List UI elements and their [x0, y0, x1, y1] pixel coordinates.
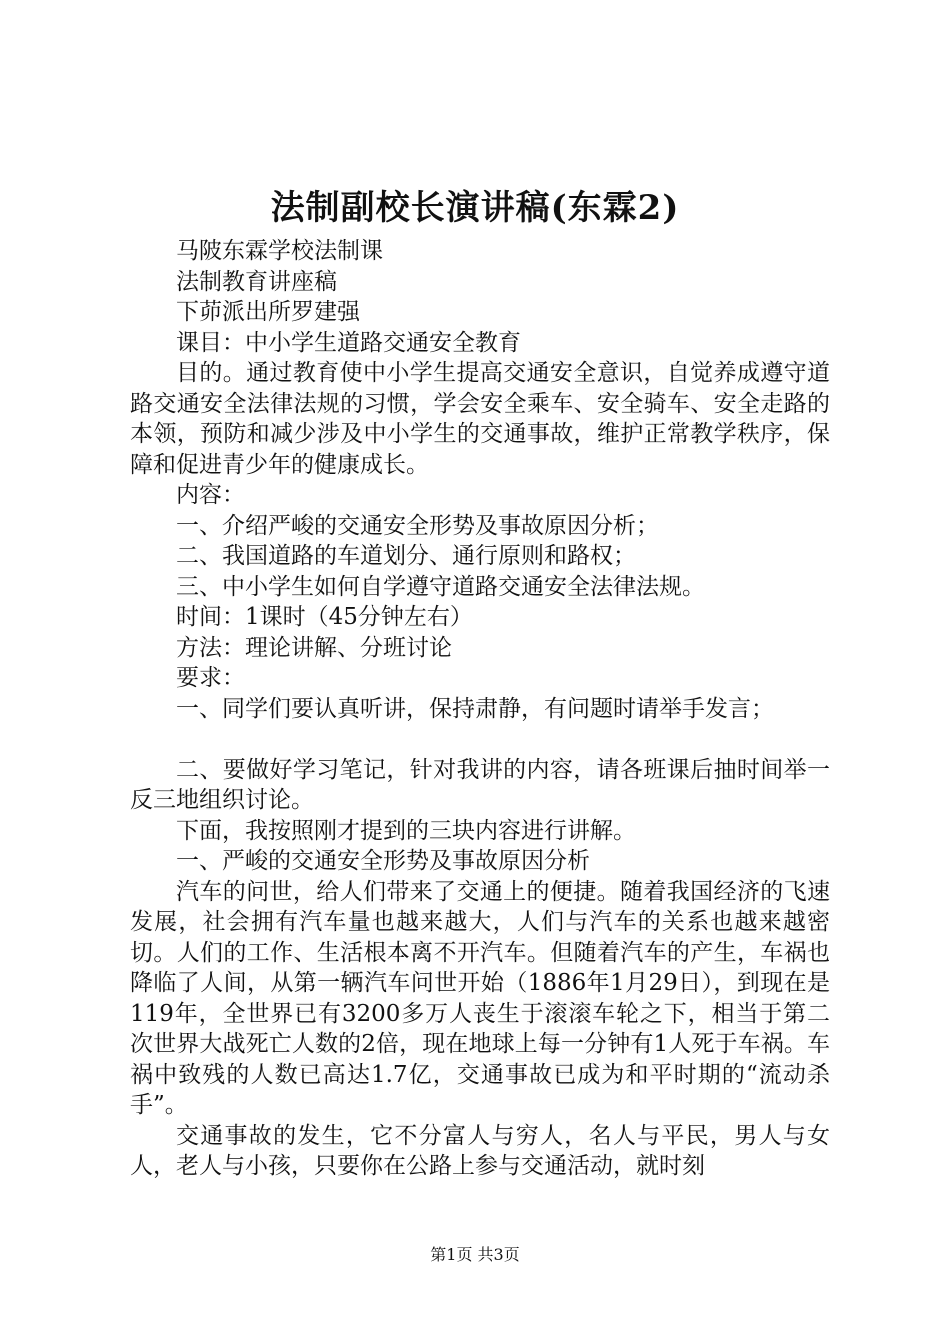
paragraph-requirement-2: 二、要做好学习笔记，针对我讲的内容，请各班课后抽时间举一反三地组织讨论。 — [130, 756, 830, 813]
paragraph-content-heading: 内容： — [176, 482, 245, 508]
paragraph-lecture-title: 法制教育讲座稿 — [176, 268, 337, 295]
blank-line — [130, 724, 830, 755]
document-title: 法制副校长演讲稿(东霖2) — [270, 188, 680, 228]
paragraph-car-history: 汽车的问世，给人们带来了交通上的便捷。随着我国经济的飞速发展，社会拥有汽车量也越来越大，人们与汽车的关系也越来越密切。人们的工作、生活根本离不开汽车。但随着汽车的产生，车祸也降临了人间，从第一辆汽车问世开始（1886年1月29日），到现在是119年，全世界已有3200多万人丧生于滚滚车轮之下，相当于第二次世界大战死亡人数的2倍，现在地球上每一分钟有1人死于车祸。车祸中致残的人数已高达1.7亿，交通事故已成为和平时期的“流动杀手”。 — [130, 878, 830, 1118]
paragraph-content-item-3: 三、中小学生如何自学遵守道路交通安全法律法规。 — [176, 573, 705, 600]
paragraph-requirement-1: 一、同学们要认真听讲，保持肃静，有问题时请举手发言； — [176, 695, 774, 722]
paragraph-accident-risk: 交通事故的发生，它不分富人与穷人，名人与平民，男人与女人，老人与小孩，只要你在公路上参与交通活动，就时刻 — [130, 1122, 830, 1179]
paragraph-subject: 课目：中小学生道路交通安全教育 — [176, 329, 521, 356]
paragraph-content-item-1: 一、介绍严峻的交通安全形势及事故原因分析； — [176, 512, 659, 539]
paragraph-requirements-heading: 要求： — [176, 665, 245, 691]
paragraph-method: 方法：理论讲解、分班讨论 — [176, 634, 452, 661]
paragraph-transition: 下面，我按照刚才提到的三块内容进行讲解。 — [176, 817, 636, 844]
paragraph-content-item-2: 二、我国道路的车道划分、通行原则和路权； — [176, 543, 636, 569]
paragraph-speaker: 下茆派出所罗建强 — [176, 299, 360, 325]
paragraph-purpose: 目的。通过教育使中小学生提高交通安全意识，自觉养成遵守道路交通安全法律法规的习惯，学会安全乘车、安全骑车、安全走路的本领，预防和减少涉及中小学生的交通事故，维护正常教学秩序，保障和促进青少年的健康成长。 — [130, 360, 830, 478]
document-body — [130, 236, 830, 1182]
section-heading-1: 一、严峻的交通安全形势及事故原因分析 — [176, 848, 590, 874]
page-footer: 第1页 共3页 — [430, 1245, 520, 1264]
paragraph-school-course: 马陂东霖学校法制课 — [176, 238, 383, 264]
paragraph-time: 时间：1课时（45分钟左右） — [176, 604, 473, 630]
